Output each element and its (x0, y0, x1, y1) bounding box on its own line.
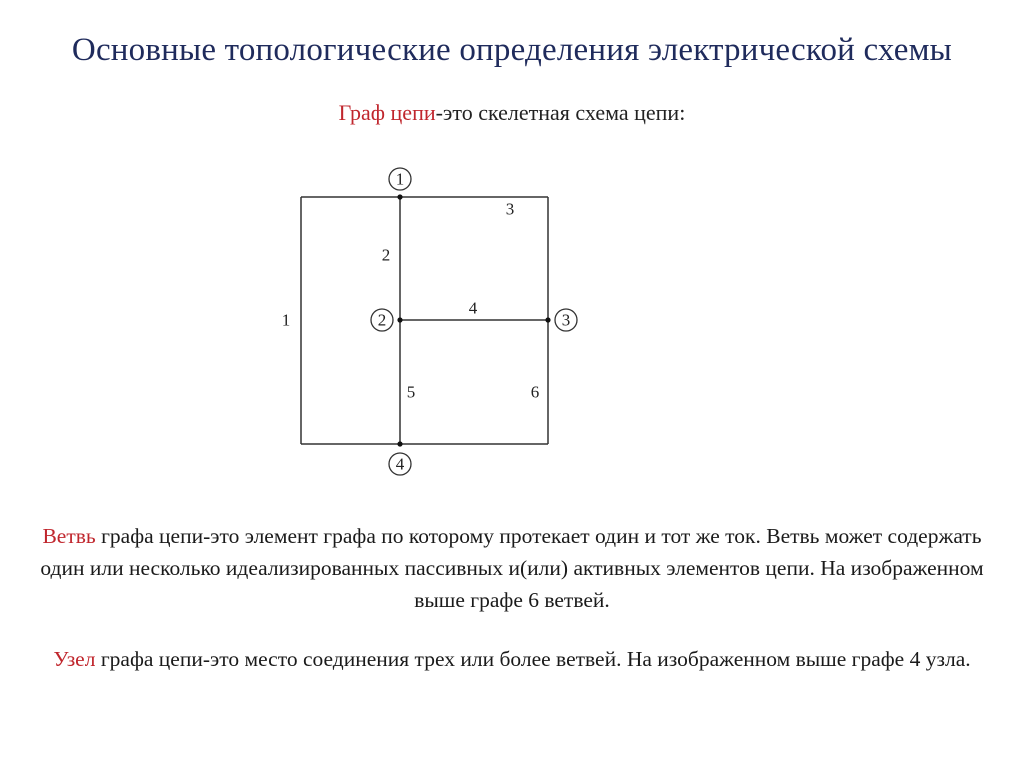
page-title: Основные топологические определения электрической схемы (71, 32, 953, 68)
node-1-dot (397, 194, 402, 199)
graph-definition-text: -это скелетная схема цепи: (435, 100, 686, 125)
node-3-label: 3 (561, 310, 571, 330)
branch-5-label: 5 (406, 382, 416, 402)
graph-definition (0, 100, 1024, 126)
node-2-dot (397, 317, 402, 322)
node-4-dot (397, 441, 402, 446)
branch-4-label: 4 (468, 298, 478, 318)
graph-term: Граф цепи (338, 100, 436, 125)
branch-6-label: 6 (530, 382, 540, 402)
node-term: Узел (53, 647, 96, 671)
branch-definition (40, 520, 984, 616)
node-definition (40, 643, 984, 675)
node-2-label: 2 (377, 310, 387, 330)
circuit-graph (270, 160, 600, 490)
branch-1-label: 1 (281, 310, 291, 330)
branch-definition-text: графа цепи-это элемент графа по которому протекает один и тот же ток. Ветвь может содержать один или несколько идеализированных пассивных и(или) активных элементов цепи. На изображенном выше графе 6 ветвей. (40, 524, 984, 612)
node-definition-text: графа цепи-это место соединения трех или более ветвей. На изображенном выше графе 4 узла. (95, 647, 971, 671)
node-4-label: 4 (395, 454, 405, 474)
branch-2-label: 2 (381, 245, 391, 265)
branch-term: Ветвь (42, 524, 96, 548)
node-3-dot (545, 317, 550, 322)
node-1-label: 1 (395, 169, 405, 189)
branch-3-label: 3 (505, 199, 515, 219)
